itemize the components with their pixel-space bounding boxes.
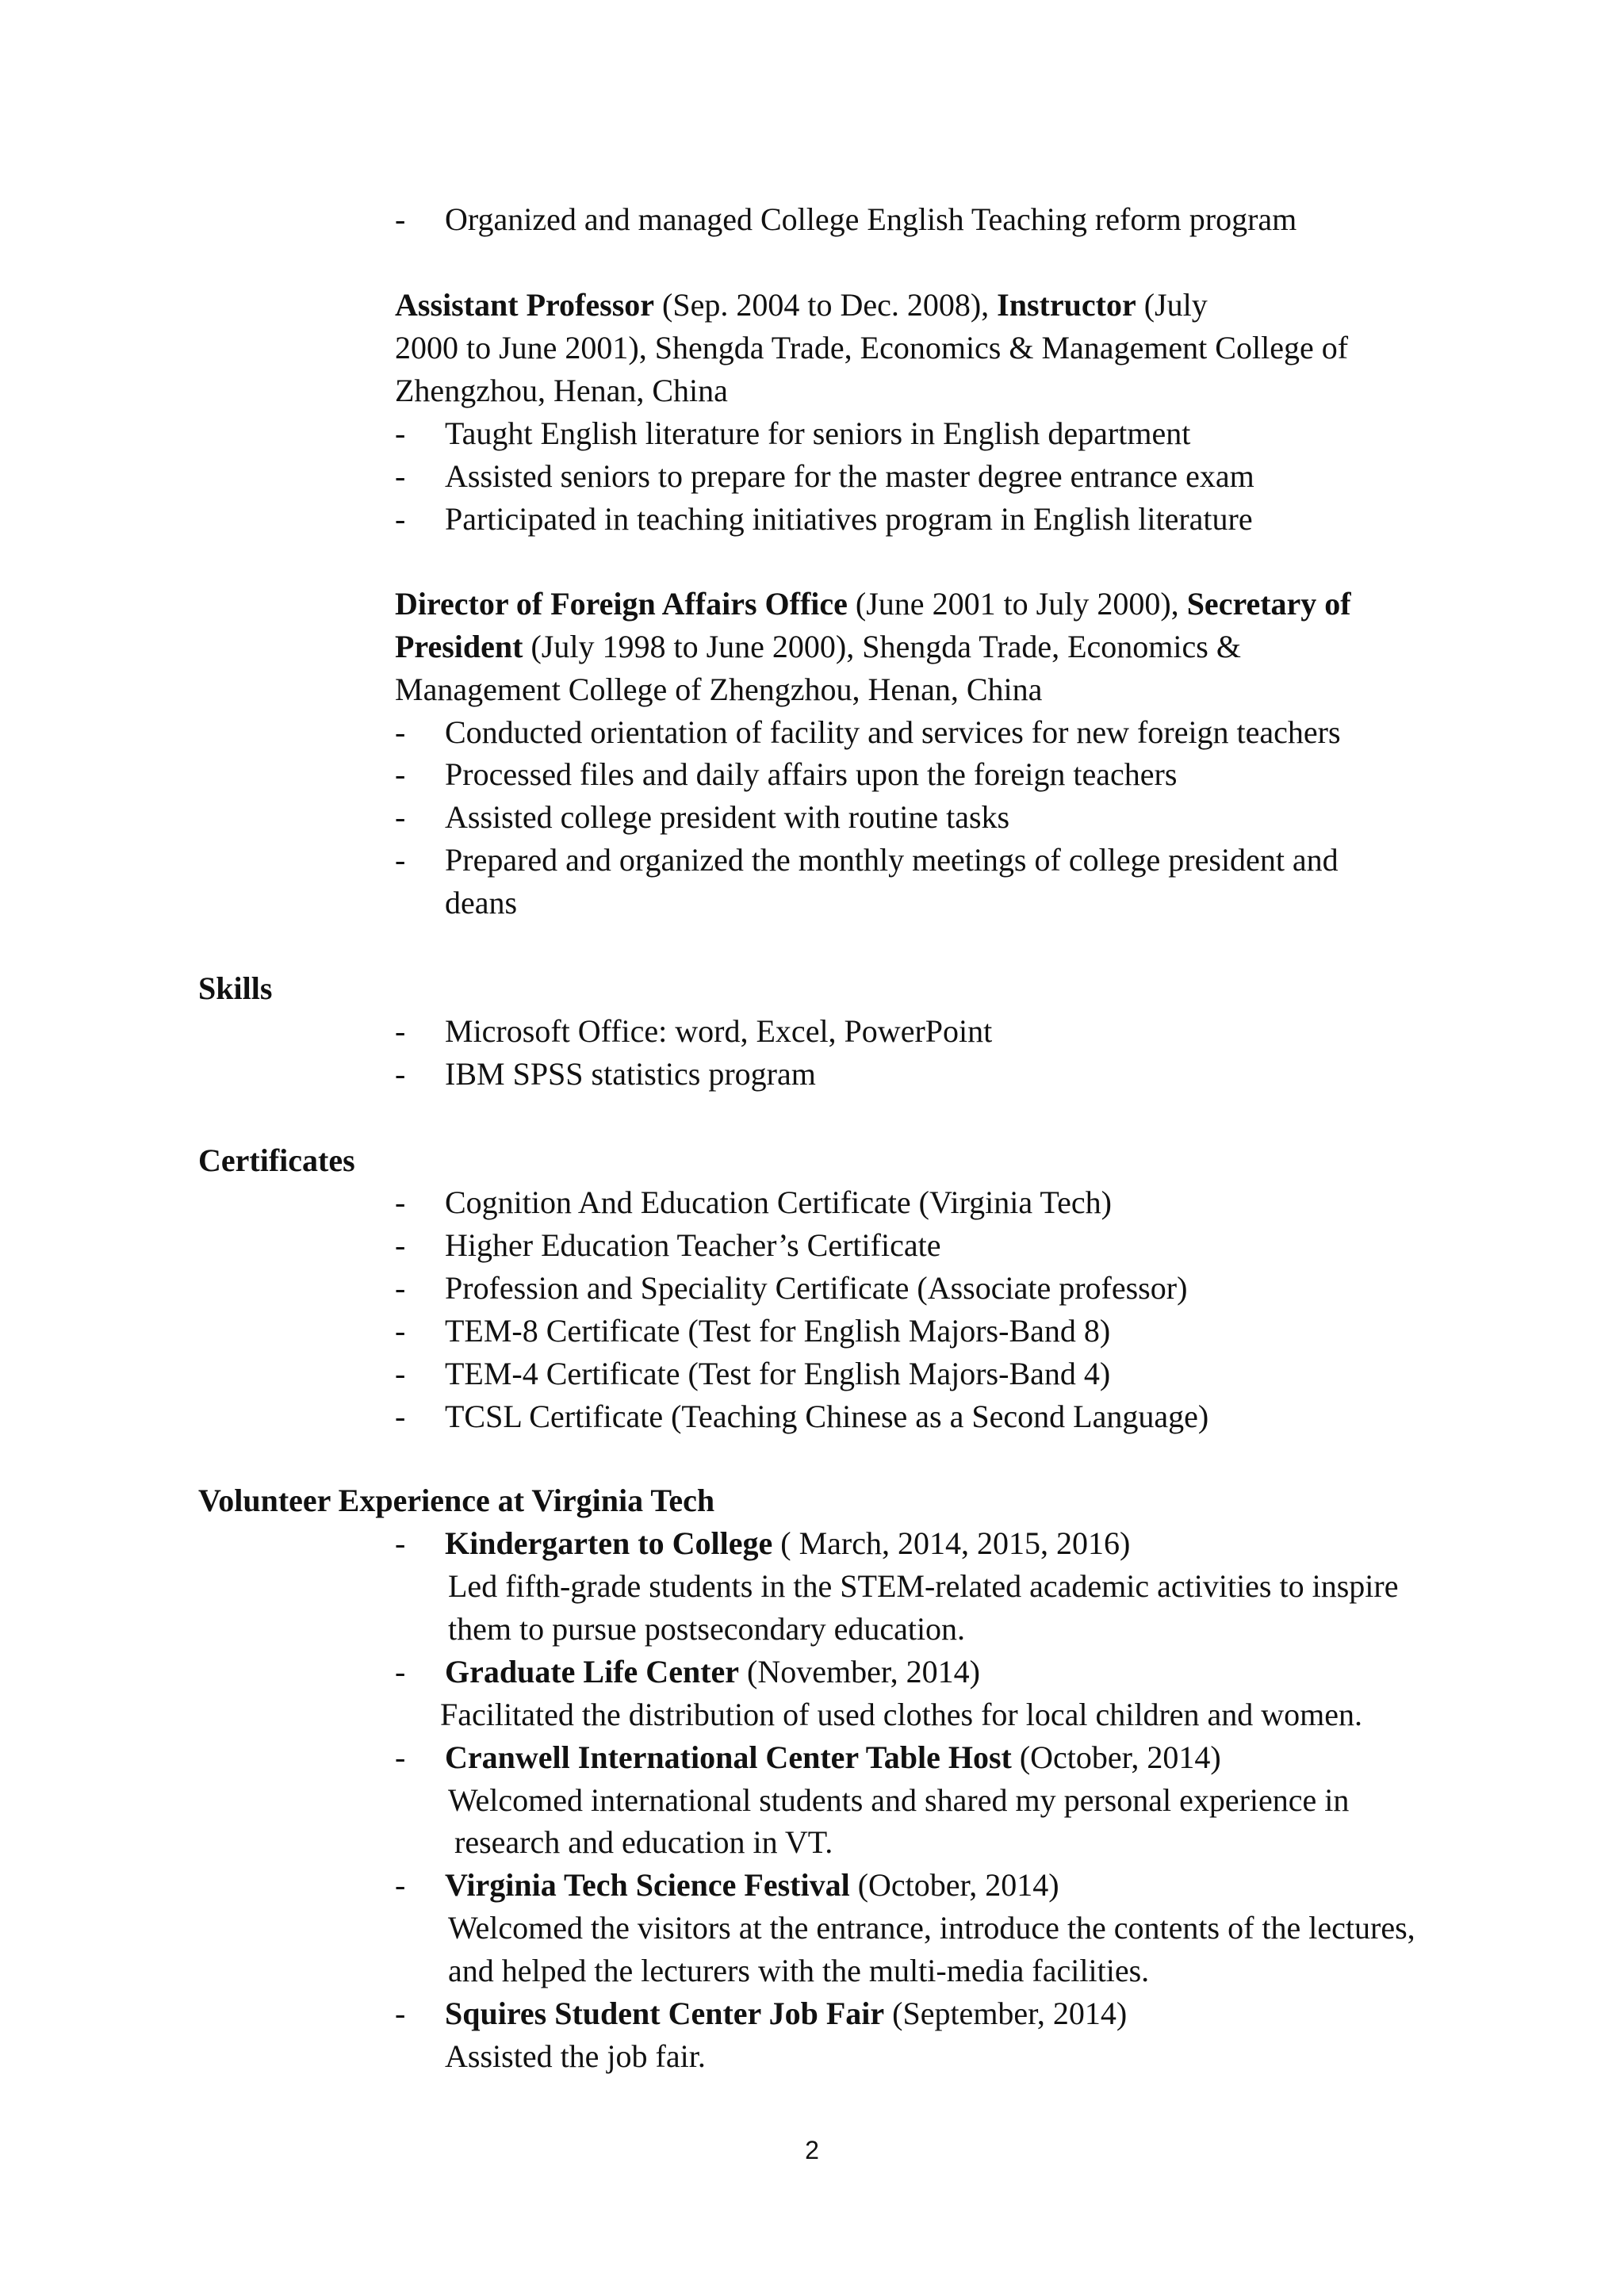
- bullet-dash: -: [395, 1313, 406, 1349]
- job2-bullet: Conducted orientation of facility and services for new foreign teachers: [445, 714, 1341, 750]
- skill-item: Microsoft Office: word, Excel, PowerPoint: [445, 1013, 993, 1049]
- volunteer-entry-desc: them to pursue postsecondary education.: [448, 1611, 966, 1647]
- bullet-dash: -: [395, 1739, 406, 1775]
- job2-heading-line2: President (July 1998 to June 2000), Shengda Trade, Economics &: [395, 629, 1241, 664]
- bullet-dash: -: [395, 714, 406, 750]
- bullet-dash: -: [395, 799, 406, 835]
- job1-heading-line2: 2000 to June 2001), Shengda Trade, Economics & Management College of: [395, 330, 1349, 365]
- volunteer-entry-desc: Assisted the job fair.: [445, 2038, 706, 2074]
- bullet-dash: -: [395, 1867, 406, 1903]
- bullet-dash: -: [395, 1184, 406, 1220]
- bullet-dash: -: [395, 1227, 406, 1263]
- bullet-dash: -: [395, 1056, 406, 1092]
- job1-heading-line3: Zhengzhou, Henan, China: [395, 373, 728, 408]
- job2-bullet: Assisted college president with routine tasks: [445, 799, 1010, 835]
- bullet-dash: -: [395, 415, 406, 451]
- job2-bullet: Processed files and daily affairs upon the foreign teachers: [445, 756, 1178, 792]
- bullet-text: Organized and managed College English Teaching reform program: [445, 201, 1297, 237]
- volunteer-entry-title: Virginia Tech Science Festival (October, 2014): [445, 1867, 1059, 1903]
- bullet-dash: -: [395, 1525, 406, 1561]
- job2-title2: Secretary of: [1186, 586, 1351, 622]
- bullet-dash: -: [395, 1399, 406, 1434]
- job1-bullet: Participated in teaching initiatives program in English literature: [445, 501, 1253, 537]
- job1-heading-line1: Assistant Professor (Sep. 2004 to Dec. 2008), Instructor (July: [395, 287, 1208, 323]
- volunteer-entry-title: Kindergarten to College ( March, 2014, 2015, 2016): [445, 1525, 1131, 1561]
- skills-heading: Skills: [198, 970, 273, 1006]
- volunteer-entry-desc: Facilitated the distribution of used clothes for local children and women.: [440, 1697, 1363, 1732]
- bullet-dash: -: [395, 1013, 406, 1049]
- certificate-item: Higher Education Teacher’s Certificate: [445, 1227, 941, 1263]
- bullet-dash: -: [395, 756, 406, 792]
- bullet-dash: -: [395, 201, 406, 237]
- bullet-dash: -: [395, 501, 406, 537]
- job1-title2: Instructor: [997, 287, 1136, 323]
- certificate-item: TEM-4 Certificate (Test for English Majors-Band 4): [445, 1356, 1111, 1391]
- page-number: 2: [805, 2136, 819, 2164]
- volunteer-entry-desc: Welcomed the visitors at the entrance, introduce the contents of the lectures,: [448, 1910, 1415, 1946]
- certificate-item: TCSL Certificate (Teaching Chinese as a Second Language): [445, 1399, 1209, 1434]
- bullet-dash: -: [395, 458, 406, 494]
- job2-bullet: Prepared and organized the monthly meetings of college president and: [445, 842, 1339, 878]
- bullet-dash: -: [395, 1270, 406, 1306]
- certificate-item: TEM-8 Certificate (Test for English Majors-Band 8): [445, 1313, 1111, 1349]
- volunteer-entry-desc: and helped the lecturers with the multi-media facilities.: [448, 1953, 1150, 1988]
- certificate-item: Cognition And Education Certificate (Virginia Tech): [445, 1184, 1112, 1220]
- job1-bullet: Assisted seniors to prepare for the master degree entrance exam: [445, 458, 1254, 494]
- job2-title1: Director of Foreign Affairs Office: [395, 586, 848, 622]
- volunteer-entry-desc: Welcomed international students and shared my personal experience in: [448, 1782, 1350, 1818]
- volunteer-entry-desc: research and education in VT.: [454, 1824, 833, 1860]
- job1-title1: Assistant Professor: [395, 287, 655, 323]
- bullet-dash: -: [395, 842, 406, 878]
- volunteer-entry-title: Graduate Life Center (November, 2014): [445, 1654, 980, 1689]
- volunteer-entry-title: Squires Student Center Job Fair (September, 2014): [445, 1996, 1128, 2031]
- bullet-dash: -: [395, 1356, 406, 1391]
- volunteer-entry-desc: Led fifth-grade students in the STEM-related academic activities to inspire: [448, 1568, 1399, 1604]
- job2-heading-line1: Director of Foreign Affairs Office (June 2001 to July 2000), Secretary of: [395, 586, 1351, 622]
- volunteer-heading: Volunteer Experience at Virginia Tech: [198, 1483, 715, 1518]
- certificate-item: Profession and Speciality Certificate (Associate professor): [445, 1270, 1188, 1306]
- job2-bullet-continuation: deans: [445, 885, 518, 920]
- job1-bullet: Taught English literature for seniors in English department: [445, 415, 1191, 451]
- bullet-dash: -: [395, 1996, 406, 2031]
- job2-heading-line3: Management College of Zhengzhou, Henan, China: [395, 672, 1043, 707]
- skill-item: IBM SPSS statistics program: [445, 1056, 816, 1092]
- volunteer-entry-title: Cranwell International Center Table Host (October, 2014): [445, 1739, 1221, 1775]
- bullet-dash: -: [395, 1654, 406, 1689]
- certificates-heading: Certificates: [198, 1142, 355, 1178]
